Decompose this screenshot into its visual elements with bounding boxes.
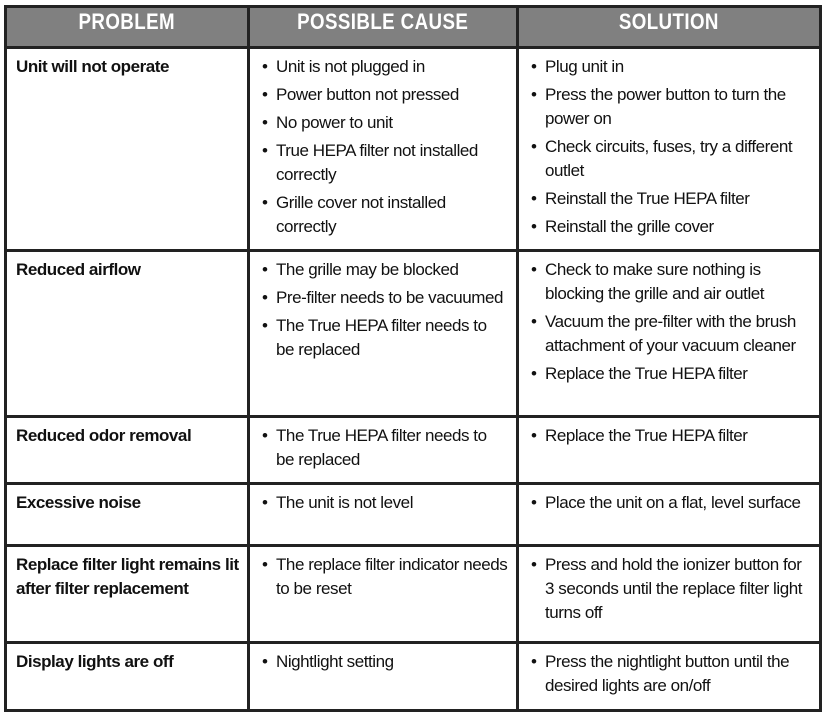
list-item: • Grille cover not installed correctly	[260, 191, 508, 239]
list-item: • Pre-filter needs to be vacuumed	[260, 286, 508, 310]
list-item: • Check to make sure nothing is blocking the grille and air outlet	[529, 258, 811, 306]
list-item: • Press the nightlight button until the desired lights are on/off	[529, 650, 811, 698]
header-problem	[6, 7, 249, 48]
problem-cell: Reduced airflow	[6, 251, 249, 417]
solutions-list	[529, 650, 811, 698]
cause-cell	[249, 643, 518, 711]
list-item: • Place the unit on a flat, level surface	[529, 491, 811, 515]
cause-cell	[249, 251, 518, 417]
table-row	[6, 417, 821, 484]
list-item: • The replace filter indicator needs to be reset	[260, 553, 508, 601]
solution-cell	[518, 643, 821, 711]
header-label: POSSIBLE CAUSE	[297, 9, 469, 34]
list-item: • Plug unit in	[529, 55, 811, 79]
causes-list	[260, 491, 508, 515]
cause-cell	[249, 484, 518, 546]
solution-cell	[518, 48, 821, 251]
solution-cell	[518, 417, 821, 484]
cause-cell	[249, 417, 518, 484]
causes-list	[260, 553, 508, 601]
list-item: • Unit is not plugged in	[260, 55, 508, 79]
list-item: • Nightlight setting	[260, 650, 508, 674]
list-item: • Vacuum the pre-filter with the brush attachment of your vacuum cleaner	[529, 310, 811, 358]
solution-cell	[518, 546, 821, 643]
list-item: • Reinstall the True HEPA filter	[529, 187, 811, 211]
header-solution	[518, 7, 821, 48]
causes-list	[260, 258, 508, 362]
list-item: • Replace the True HEPA filter	[529, 362, 811, 386]
list-item: • Replace the True HEPA filter	[529, 424, 811, 448]
table-row	[6, 546, 821, 643]
problem-cell: Excessive noise	[6, 484, 249, 546]
solution-cell	[518, 484, 821, 546]
problem-cell: Reduced odor removal	[6, 417, 249, 484]
header-label: SOLUTION	[618, 9, 720, 34]
table-row	[6, 643, 821, 711]
solutions-list	[529, 553, 811, 625]
problem-cell: Replace filter light remains lit after filter replacement	[6, 546, 249, 643]
header-label: PROBLEM	[78, 9, 176, 34]
solutions-list	[529, 424, 811, 448]
cause-cell	[249, 546, 518, 643]
list-item: • The True HEPA filter needs to be replaced	[260, 424, 508, 472]
causes-list	[260, 650, 508, 674]
table-row	[6, 48, 821, 251]
header-row	[6, 7, 821, 48]
cause-cell	[249, 48, 518, 251]
list-item: • Press and hold the ionizer button for 3 seconds until the replace filter light turns off	[529, 553, 811, 625]
list-item: • Power button not pressed	[260, 83, 508, 107]
list-item: • No power to unit	[260, 111, 508, 135]
list-item: • Check circuits, fuses, try a different outlet	[529, 135, 811, 183]
causes-list	[260, 55, 508, 239]
problem-cell: Unit will not operate	[6, 48, 249, 251]
list-item: • The True HEPA filter needs to be replaced	[260, 314, 508, 362]
header-cause	[249, 7, 518, 48]
causes-list	[260, 424, 508, 472]
list-item: • The grille may be blocked	[260, 258, 508, 282]
list-item: • Reinstall the grille cover	[529, 215, 811, 239]
solution-cell	[518, 251, 821, 417]
list-item: • Press the power button to turn the power on	[529, 83, 811, 131]
solutions-list	[529, 55, 811, 239]
table-row	[6, 251, 821, 417]
list-item: • The unit is not level	[260, 491, 508, 515]
table-row	[6, 484, 821, 546]
solutions-list	[529, 491, 811, 515]
solutions-list	[529, 258, 811, 386]
list-item: • True HEPA filter not installed correctly	[260, 139, 508, 187]
problem-cell: Display lights are off	[6, 643, 249, 711]
troubleshooting-table	[4, 5, 822, 712]
